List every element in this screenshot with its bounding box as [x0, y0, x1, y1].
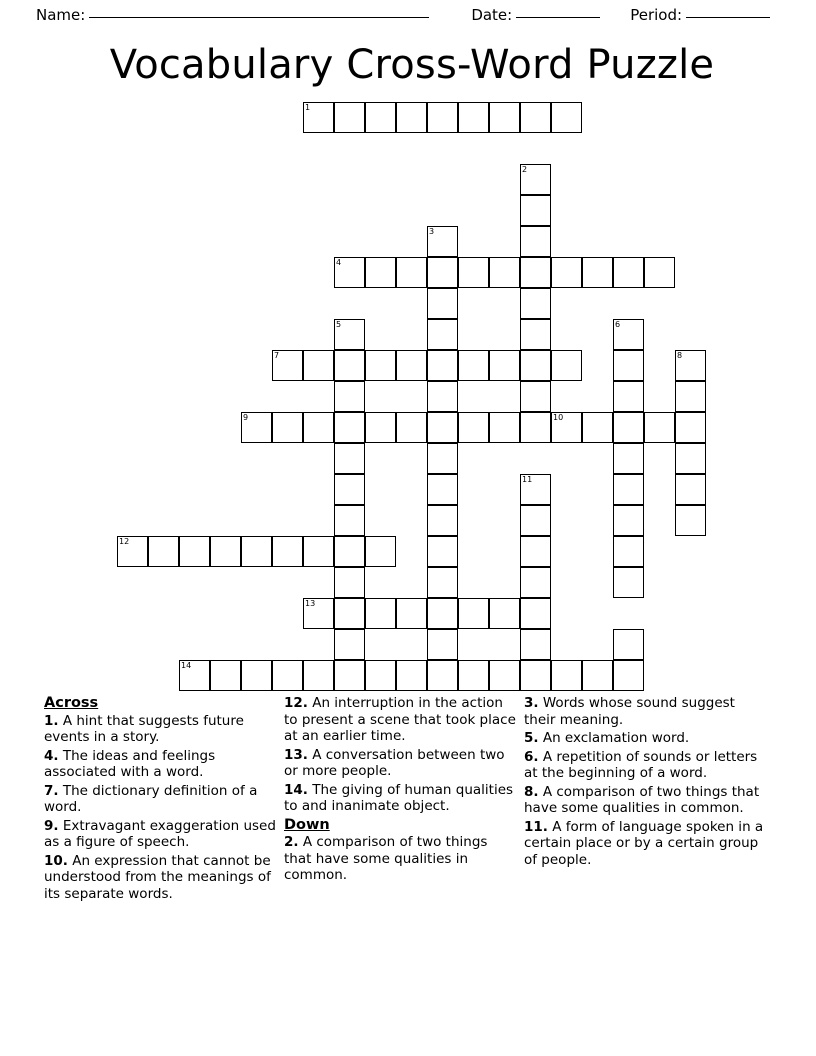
crossword-cell[interactable]	[334, 412, 365, 443]
clue-text: The giving of human qualities to and inanimate object.	[284, 781, 514, 814]
crossword-cell[interactable]	[520, 257, 551, 288]
crossword-cell[interactable]	[427, 350, 458, 381]
crossword-cell[interactable]	[334, 660, 365, 691]
cell-number: 9	[243, 413, 249, 422]
cell-number: 6	[615, 320, 621, 329]
crossword-cell[interactable]	[520, 226, 551, 257]
crossword-cell[interactable]	[117, 536, 148, 567]
date-write-line[interactable]	[516, 17, 600, 18]
crossword-cell[interactable]	[365, 257, 396, 288]
crossword-cell[interactable]	[427, 629, 458, 660]
clue-text: An interruption in the action to present a scene that took place at an earlier time.	[284, 695, 516, 744]
clue-number: 9.	[44, 817, 59, 834]
crossword-cell[interactable]	[334, 505, 365, 536]
crossword-cell[interactable]	[613, 567, 644, 598]
clue-across-1	[44, 713, 276, 746]
crossword-cell[interactable]	[458, 102, 489, 133]
crossword-cell[interactable]	[396, 102, 427, 133]
crossword-cell[interactable]	[272, 412, 303, 443]
date-label: Date:	[471, 6, 513, 24]
crossword-cell[interactable]	[551, 412, 582, 443]
cell-number: 8	[677, 351, 683, 360]
clue-text: An exclamation word.	[542, 730, 690, 746]
name-label: Name:	[36, 6, 86, 24]
clue-text: Words whose sound suggest their meaning.	[524, 695, 735, 728]
clue-text: The ideas and feelings associated with a word.	[44, 747, 216, 780]
crossword-cell[interactable]	[427, 412, 458, 443]
clue-number: 8.	[524, 783, 539, 800]
clue-number: 3.	[524, 695, 539, 711]
crossword-cell[interactable]	[520, 381, 551, 412]
crossword-cell[interactable]	[520, 660, 551, 691]
crossword-cell[interactable]	[613, 257, 644, 288]
crossword-cell[interactable]	[458, 660, 489, 691]
crossword-cell[interactable]	[241, 660, 272, 691]
crossword-cell[interactable]	[613, 629, 644, 660]
crossword-cell[interactable]	[179, 660, 210, 691]
crossword-cell[interactable]	[334, 350, 365, 381]
crossword-cell[interactable]	[675, 443, 706, 474]
clue-number: 13.	[284, 746, 308, 763]
clue-number: 2.	[284, 834, 299, 850]
clue-number: 4.	[44, 747, 59, 764]
clue-text: A conversation between two or more people.	[284, 746, 505, 779]
crossword-cell[interactable]	[675, 381, 706, 412]
crossword-cell[interactable]	[613, 350, 644, 381]
crossword-cell[interactable]	[427, 474, 458, 505]
cell-number: 5	[336, 320, 342, 329]
crossword-cell[interactable]	[396, 660, 427, 691]
crossword-cell[interactable]	[489, 257, 520, 288]
crossword-cell[interactable]	[365, 536, 396, 567]
crossword-cell[interactable]	[520, 474, 551, 505]
crossword-cell[interactable]	[520, 536, 551, 567]
across-heading: Across	[44, 695, 99, 711]
crossword-cell[interactable]	[427, 598, 458, 629]
cell-number: 2	[522, 165, 528, 174]
crossword-cell[interactable]	[334, 598, 365, 629]
clues-section	[44, 695, 774, 904]
clue-text: An expression that cannot be understood from the meanings of its separate words.	[44, 852, 271, 902]
cell-number: 12	[119, 537, 130, 546]
crossword-cell[interactable]	[272, 660, 303, 691]
clue-number: 5.	[524, 730, 539, 746]
crossword-cell[interactable]	[613, 412, 644, 443]
crossword-cell[interactable]	[644, 257, 675, 288]
cell-number: 13	[305, 599, 316, 608]
crossword-cell[interactable]	[489, 660, 520, 691]
crossword-cell[interactable]	[396, 598, 427, 629]
crossword-cell[interactable]	[458, 350, 489, 381]
crossword-cell[interactable]	[644, 412, 675, 443]
crossword-cell[interactable]	[489, 350, 520, 381]
period-label: Period:	[630, 6, 683, 24]
crossword-cell[interactable]	[551, 102, 582, 133]
clue-text: A repetition of sounds or letters at the beginning of a word.	[524, 748, 758, 781]
crossword-cell[interactable]	[675, 412, 706, 443]
crossword-cell[interactable]	[582, 660, 613, 691]
clue-text: A comparison of two things that have some qualities in common.	[524, 783, 760, 816]
crossword-cell[interactable]	[334, 257, 365, 288]
crossword-cell[interactable]	[427, 381, 458, 412]
crossword-cell[interactable]	[427, 288, 458, 319]
crossword-cell[interactable]	[396, 350, 427, 381]
clues-column-3	[524, 695, 774, 904]
crossword-cell[interactable]	[365, 660, 396, 691]
crossword-cell[interactable]	[427, 567, 458, 598]
crossword-cell[interactable]	[303, 350, 334, 381]
crossword-cell[interactable]	[520, 319, 551, 350]
crossword-cell[interactable]	[241, 412, 272, 443]
crossword-cell[interactable]	[489, 102, 520, 133]
crossword-cell[interactable]	[520, 164, 551, 195]
period-write-line[interactable]	[686, 17, 770, 18]
clue-across-13	[284, 747, 516, 780]
crossword-cell[interactable]	[396, 257, 427, 288]
crossword-cell[interactable]	[427, 505, 458, 536]
down-heading: Down	[284, 816, 330, 833]
cell-number: 3	[429, 227, 435, 236]
clue-down-6	[524, 749, 766, 782]
crossword-cell[interactable]	[365, 102, 396, 133]
clue-across-10	[44, 853, 276, 903]
crossword-cell[interactable]	[613, 536, 644, 567]
crossword-cell[interactable]	[427, 536, 458, 567]
crossword-cell[interactable]	[551, 350, 582, 381]
clue-across-7	[44, 783, 276, 816]
clue-down-2	[284, 834, 516, 884]
clue-across-4	[44, 748, 276, 781]
crossword-cell[interactable]	[427, 257, 458, 288]
crossword-cell[interactable]	[365, 412, 396, 443]
clue-text: A form of language spoken in a certain place or by a certain group of people.	[524, 818, 764, 868]
crossword-cell[interactable]	[458, 257, 489, 288]
crossword-cell[interactable]	[551, 257, 582, 288]
crossword-cell[interactable]	[520, 412, 551, 443]
crossword-cell[interactable]	[365, 350, 396, 381]
crossword-cell[interactable]	[334, 381, 365, 412]
crossword-cell[interactable]	[458, 598, 489, 629]
crossword-cell[interactable]	[179, 536, 210, 567]
cell-number: 1	[305, 103, 311, 112]
page-title: Vocabulary Cross-Word Puzzle	[109, 42, 715, 88]
crossword-cell[interactable]	[675, 505, 706, 536]
crossword-cell[interactable]	[427, 660, 458, 691]
crossword-cell[interactable]	[396, 412, 427, 443]
crossword-cell[interactable]	[520, 288, 551, 319]
crossword-cell[interactable]	[520, 629, 551, 660]
crossword-cell[interactable]	[489, 598, 520, 629]
crossword-cell[interactable]	[520, 102, 551, 133]
clue-number: 10.	[44, 852, 68, 869]
clue-text: A comparison of two things that have some qualities in common.	[284, 834, 488, 883]
crossword-cell[interactable]	[334, 319, 365, 350]
crossword-cell[interactable]	[582, 412, 613, 443]
clue-number: 11.	[524, 818, 548, 835]
crossword-cell[interactable]	[365, 598, 396, 629]
crossword-cell[interactable]	[489, 412, 520, 443]
clue-text: Extravagant exaggeration used as a figure of speech.	[44, 817, 276, 850]
crossword-cell[interactable]	[272, 350, 303, 381]
crossword-cell[interactable]	[613, 505, 644, 536]
clue-number: 6.	[524, 748, 539, 765]
crossword-cell[interactable]	[427, 319, 458, 350]
clue-number: 12.	[284, 695, 308, 711]
crossword-cell[interactable]	[613, 443, 644, 474]
crossword-cell[interactable]	[520, 505, 551, 536]
crossword-cell[interactable]	[303, 536, 334, 567]
crossword-cell[interactable]	[520, 567, 551, 598]
clue-down-3	[524, 695, 766, 728]
clues-column-1	[44, 695, 284, 904]
clue-across-9	[44, 818, 276, 851]
crossword-cell[interactable]	[520, 195, 551, 226]
crossword-cell[interactable]	[334, 443, 365, 474]
crossword-cell[interactable]	[210, 660, 241, 691]
crossword-cell[interactable]	[303, 598, 334, 629]
crossword-cell[interactable]	[520, 350, 551, 381]
crossword-cell[interactable]	[675, 474, 706, 505]
crossword-cell[interactable]	[210, 536, 241, 567]
crossword-cell[interactable]	[334, 102, 365, 133]
cell-number: 10	[553, 413, 564, 422]
crossword-cell[interactable]	[613, 660, 644, 691]
name-write-line[interactable]	[89, 17, 429, 18]
cell-number: 4	[336, 258, 342, 267]
crossword-cell[interactable]	[334, 629, 365, 660]
clue-text: The dictionary definition of a word.	[44, 782, 258, 815]
crossword-cell[interactable]	[148, 536, 179, 567]
clue-down-11	[524, 819, 766, 869]
clue-number: 7.	[44, 782, 59, 799]
cell-number: 7	[274, 351, 280, 360]
crossword-cell[interactable]	[303, 102, 334, 133]
crossword-cell[interactable]	[675, 350, 706, 381]
crossword-cell[interactable]	[613, 319, 644, 350]
crossword-cell[interactable]	[427, 443, 458, 474]
cell-number: 11	[522, 475, 533, 484]
clue-number: 1.	[44, 712, 59, 729]
clue-text: A hint that suggests future events in a story.	[44, 712, 244, 745]
crossword-cell[interactable]	[241, 536, 272, 567]
crossword-cell[interactable]	[551, 660, 582, 691]
crossword-cell[interactable]	[613, 381, 644, 412]
crossword-cell[interactable]	[427, 226, 458, 257]
crossword-cell[interactable]	[458, 412, 489, 443]
student-info-header	[0, 0, 816, 24]
crossword-grid[interactable]	[0, 102, 816, 682]
crossword-cell[interactable]	[334, 567, 365, 598]
crossword-cell[interactable]	[272, 536, 303, 567]
crossword-cell[interactable]	[303, 660, 334, 691]
clue-down-8	[524, 784, 766, 817]
crossword-cell[interactable]	[303, 412, 334, 443]
crossword-cell[interactable]	[613, 474, 644, 505]
clue-across-14	[284, 782, 516, 815]
crossword-cell[interactable]	[520, 598, 551, 629]
clue-number: 14.	[284, 781, 308, 798]
crossword-cell[interactable]	[334, 474, 365, 505]
clues-column-2	[284, 695, 524, 904]
clue-down-5	[524, 730, 766, 747]
clue-across-12	[284, 695, 516, 745]
cell-number: 14	[181, 661, 192, 670]
crossword-cell[interactable]	[582, 257, 613, 288]
crossword-cell[interactable]	[427, 102, 458, 133]
crossword-cell[interactable]	[334, 536, 365, 567]
